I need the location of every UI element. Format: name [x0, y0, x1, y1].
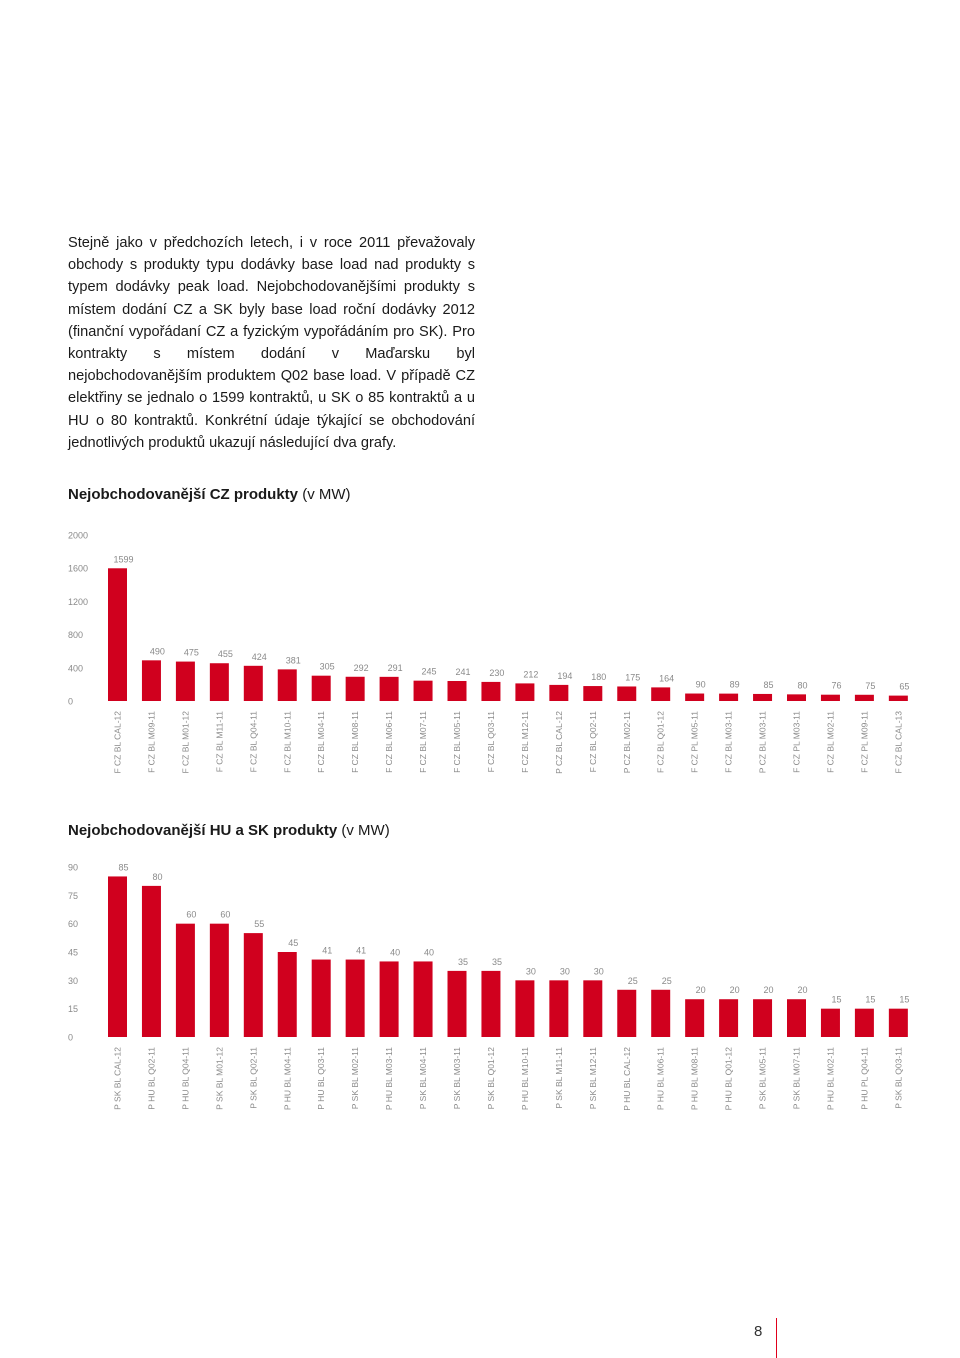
- hu-sk-bar-value-label: 35: [491, 956, 502, 967]
- hu-sk-bar: [855, 1009, 874, 1037]
- hu-sk-bar-value-label: 20: [695, 985, 706, 996]
- hu-sk-bar-value-label: 41: [356, 945, 367, 956]
- hu-sk-bar-value-label: 55: [254, 919, 265, 930]
- hu-sk-category-label: P HU BL M10-11: [519, 1047, 530, 1111]
- hu-sk-category-label: P SK BL Q03-11: [893, 1047, 904, 1109]
- cz-products-bar-chart: [0, 515, 960, 805]
- cz-bar-value-label: 292: [353, 662, 369, 673]
- hu-sk-bar-value-label: 45: [288, 938, 299, 948]
- hu-sk-category-label: P SK BL Q02-11: [248, 1047, 259, 1109]
- cz-category-label: F CZ PL M03-11: [791, 711, 802, 773]
- cz-bar: [210, 663, 229, 701]
- hu-sk-bar-value-label: 80: [152, 871, 163, 882]
- cz-category-label: F CZ BL Q03-11: [485, 711, 496, 773]
- hu-sk-category-label: P HU BL M04-11: [282, 1047, 293, 1111]
- hu-sk-bar: [448, 971, 467, 1037]
- hu-sk-bar: [719, 999, 738, 1037]
- hu-sk-category-label: P HU BL Q03-11: [316, 1047, 327, 1110]
- hu-sk-bar-value-label: 41: [322, 945, 333, 956]
- cz-bar-value-label: 245: [421, 666, 437, 677]
- hu-sk-bar-value-label: 15: [899, 994, 910, 1005]
- cz-chart-title-unit: (v MW): [302, 486, 351, 503]
- cz-category-label: P CZ BL CAL-12: [553, 711, 564, 774]
- hu-sk-bar: [312, 960, 331, 1037]
- hu-sk-category-label: P HU BL M08-11: [689, 1047, 700, 1111]
- cz-bar-value-label: 80: [797, 680, 808, 691]
- hu-sk-bar: [515, 980, 534, 1037]
- hu-sk-bar-value-label: 30: [525, 966, 536, 977]
- hu-sk-y-tick-label: 0: [68, 1032, 74, 1043]
- cz-bar-value-label: 164: [659, 673, 675, 684]
- hu-sk-bar-value-label: 40: [390, 947, 401, 958]
- cz-category-label: F CZ BL Q02-11: [587, 711, 598, 773]
- cz-category-label: P CZ BL M02-11: [621, 711, 632, 774]
- hu-sk-bar: [278, 952, 297, 1037]
- cz-bar-value-label: 455: [217, 649, 233, 660]
- hu-sk-bar: [753, 999, 772, 1037]
- hu-sk-bar: [414, 961, 433, 1037]
- cz-bar-value-label: 75: [865, 680, 876, 691]
- cz-category-label: F CZ BL M10-11: [282, 711, 293, 773]
- cz-bar: [481, 682, 500, 701]
- hu-sk-bar-value-label: 20: [763, 985, 774, 996]
- hu-sk-category-label: P SK BL M04-11: [418, 1047, 429, 1110]
- hu-sk-bar-value-label: 15: [831, 994, 842, 1005]
- cz-bar-value-label: 490: [149, 646, 165, 657]
- cz-category-label: F CZ BL Q01-12: [655, 711, 666, 774]
- cz-bar-value-label: 76: [831, 680, 842, 691]
- cz-category-label: F CZ BL M01-12: [180, 711, 191, 774]
- cz-bar: [414, 681, 433, 701]
- hu-sk-bar: [617, 990, 636, 1037]
- cz-bar-value-label: 241: [455, 666, 471, 677]
- cz-bar-value-label: 1599: [113, 554, 134, 565]
- hu-sk-bar: [210, 924, 229, 1037]
- hu-sk-category-label: P HU BL Q04-11: [180, 1047, 191, 1110]
- cz-y-tick-label: 400: [68, 663, 84, 674]
- cz-bar: [617, 686, 636, 701]
- cz-category-label: P CZ BL M03-11: [757, 711, 768, 774]
- hu-sk-bar-value-label: 60: [186, 909, 197, 920]
- cz-y-tick-label: 1200: [68, 596, 89, 607]
- cz-bar: [821, 695, 840, 701]
- cz-bar: [651, 687, 670, 701]
- hu-sk-bar: [108, 876, 127, 1037]
- cz-bar: [753, 694, 772, 701]
- cz-category-label: F CZ BL M11-11: [214, 711, 225, 773]
- cz-category-label: F CZ BL M03-11: [723, 711, 734, 773]
- cz-bar-value-label: 381: [285, 655, 301, 666]
- cz-bar-value-label: 89: [729, 679, 740, 690]
- hu-sk-bar: [346, 960, 365, 1037]
- hu-sk-bar: [685, 999, 704, 1037]
- hu-sk-chart-title-unit: (v MW): [341, 822, 390, 839]
- hu-sk-bar: [651, 990, 670, 1037]
- cz-category-label: F CZ PL M09-11: [859, 711, 870, 773]
- hu-sk-category-label: P SK BL M02-11: [350, 1047, 361, 1110]
- hu-sk-bar: [142, 886, 161, 1037]
- cz-bar: [889, 696, 908, 701]
- cz-category-label: F CZ BL M04-11: [316, 711, 327, 773]
- hu-sk-bar-value-label: 20: [797, 985, 808, 996]
- hu-sk-category-label: P SK BL M01-12: [214, 1047, 225, 1110]
- cz-chart-title: [68, 486, 351, 503]
- cz-y-tick-label: 1600: [68, 563, 89, 574]
- cz-category-label: F CZ BL Q04-11: [248, 711, 259, 773]
- cz-bar-value-label: 305: [319, 661, 335, 672]
- hu-sk-bar: [244, 933, 263, 1037]
- hu-sk-bar-value-label: 20: [729, 985, 740, 996]
- cz-y-tick-label: 2000: [68, 530, 89, 541]
- cz-category-label: F CZ BL M06-11: [384, 711, 395, 773]
- hu-sk-products-bar-chart: [0, 850, 960, 1140]
- cz-bar: [244, 666, 263, 701]
- hu-sk-bar: [380, 961, 399, 1037]
- hu-sk-category-label: P SK BL CAL-12: [112, 1047, 123, 1110]
- cz-category-label: F CZ BL M02-11: [825, 711, 836, 773]
- cz-category-label: F CZ BL CAL-12: [112, 711, 123, 774]
- hu-sk-bar: [787, 999, 806, 1037]
- hu-sk-category-label: P HU BL M06-11: [655, 1047, 666, 1111]
- cz-bar: [142, 660, 161, 701]
- cz-bar-value-label: 424: [251, 651, 267, 662]
- hu-sk-bar-value-label: 25: [661, 975, 672, 986]
- hu-sk-category-label: P SK BL M03-11: [452, 1047, 462, 1110]
- hu-sk-y-tick-label: 45: [68, 947, 79, 958]
- cz-category-label: F CZ BL CAL-13: [893, 711, 904, 774]
- cz-bar-value-label: 90: [695, 679, 706, 690]
- hu-sk-category-label: P SK BL M05-11: [757, 1047, 768, 1110]
- hu-sk-category-label: P HU BL M03-11: [384, 1047, 395, 1111]
- hu-sk-bar-value-label: 30: [559, 966, 570, 977]
- hu-sk-category-label: P SK BL M12-11: [587, 1047, 598, 1110]
- cz-bar: [448, 681, 467, 701]
- hu-sk-chart-title-bold: Nejobchodovanější HU a SK produkty: [68, 822, 338, 839]
- hu-sk-bar-value-label: 60: [220, 909, 231, 920]
- hu-sk-bar: [889, 1009, 908, 1037]
- cz-bar: [380, 677, 399, 701]
- hu-sk-bar-value-label: 85: [118, 862, 129, 873]
- page-number: 8: [754, 1323, 763, 1340]
- cz-bar-value-label: 291: [387, 662, 403, 673]
- cz-bar: [108, 568, 127, 701]
- cz-bar-value-label: 475: [183, 647, 199, 658]
- cz-bar: [278, 669, 297, 701]
- hu-sk-bar-value-label: 35: [457, 956, 469, 967]
- hu-sk-category-label: P HU PL Q04-11: [859, 1047, 870, 1110]
- hu-sk-y-tick-label: 90: [68, 862, 79, 873]
- cz-bar: [685, 694, 704, 701]
- cz-bar-value-label: 85: [763, 679, 774, 690]
- intro-paragraph: Stejně jako v předchozích letech, i v roce 2011 převažovaly obchody s produkty typu dodávky base load nad produkty s typem dodávky peak load. Nejobchodovanějšími produkty s místem dodání CZ a SK byly base load roční dodávky 2012 (finanční vypořádaní CZ a fyzickým vypořádáním pro SK). Pro kontrakty s místem dodání v Maďarsku byl nejobchodovanějším produktem Q02 base load. V případě CZ elektřiny se jednalo o 1599 kontraktů, u SK o 85 kontraktů a u HU o 80 kontraktů. Konkrétní údaje týkající se obchodování jednotlivých produktů ukazují následující dva grafy.: [68, 235, 475, 451]
- page-number-divider: [776, 1318, 777, 1358]
- hu-sk-bar: [583, 980, 602, 1037]
- hu-sk-category-label: P SK BL M11-11: [553, 1047, 564, 1109]
- cz-y-tick-label: 0: [68, 696, 74, 707]
- cz-chart-title-bold: Nejobchodovanější CZ produkty: [68, 486, 299, 503]
- cz-category-label: F CZ BL M07-11: [418, 711, 429, 773]
- hu-sk-y-tick-label: 60: [68, 919, 79, 930]
- hu-sk-y-tick-label: 75: [68, 890, 79, 901]
- cz-category-label: F CZ PL M05-11: [689, 711, 700, 773]
- cz-category-label: F CZ BL M08-11: [350, 711, 361, 773]
- hu-sk-category-label: P SK BL M07-11: [791, 1047, 802, 1110]
- hu-sk-y-tick-label: 15: [68, 1004, 79, 1015]
- cz-bar-value-label: 194: [557, 670, 573, 681]
- cz-category-label: F CZ BL M12-11: [519, 711, 530, 773]
- cz-bar: [312, 676, 331, 701]
- hu-sk-bar: [821, 1009, 840, 1037]
- cz-y-tick-label: 800: [68, 630, 84, 641]
- hu-sk-category-label: P HU BL Q02-11: [146, 1047, 157, 1110]
- cz-bar: [787, 694, 806, 701]
- cz-bar: [176, 662, 195, 701]
- cz-bar-value-label: 212: [523, 669, 539, 680]
- cz-bar: [549, 685, 568, 701]
- hu-sk-bar: [176, 924, 195, 1037]
- cz-bar: [719, 694, 738, 701]
- hu-sk-category-label: P SK BL Q01-12: [485, 1047, 496, 1110]
- hu-sk-bar-value-label: 40: [424, 947, 435, 958]
- cz-bar-value-label: 180: [591, 672, 607, 683]
- cz-bar-value-label: 230: [489, 667, 505, 678]
- cz-bar-value-label: 175: [625, 672, 641, 683]
- hu-sk-chart-title: [68, 822, 390, 839]
- cz-bar: [515, 683, 534, 701]
- hu-sk-bar: [481, 971, 500, 1037]
- cz-bar: [855, 695, 874, 701]
- hu-sk-category-label: P HU BL M02-11: [825, 1047, 836, 1111]
- cz-category-label: F CZ BL M09-11: [146, 711, 157, 773]
- hu-sk-category-label: P HU BL Q01-12: [723, 1047, 734, 1111]
- hu-sk-bar-value-label: 15: [865, 994, 876, 1005]
- hu-sk-category-label: P HU BL CAL-12: [621, 1047, 632, 1111]
- hu-sk-bar: [549, 980, 568, 1037]
- cz-bar-value-label: 65: [899, 681, 910, 692]
- cz-bar: [346, 677, 365, 701]
- cz-category-label: F CZ BL M05-11: [452, 711, 462, 773]
- cz-bar: [583, 686, 602, 701]
- hu-sk-y-tick-label: 30: [68, 975, 79, 986]
- hu-sk-bar-value-label: 30: [593, 966, 604, 977]
- hu-sk-bar-value-label: 25: [627, 975, 638, 986]
